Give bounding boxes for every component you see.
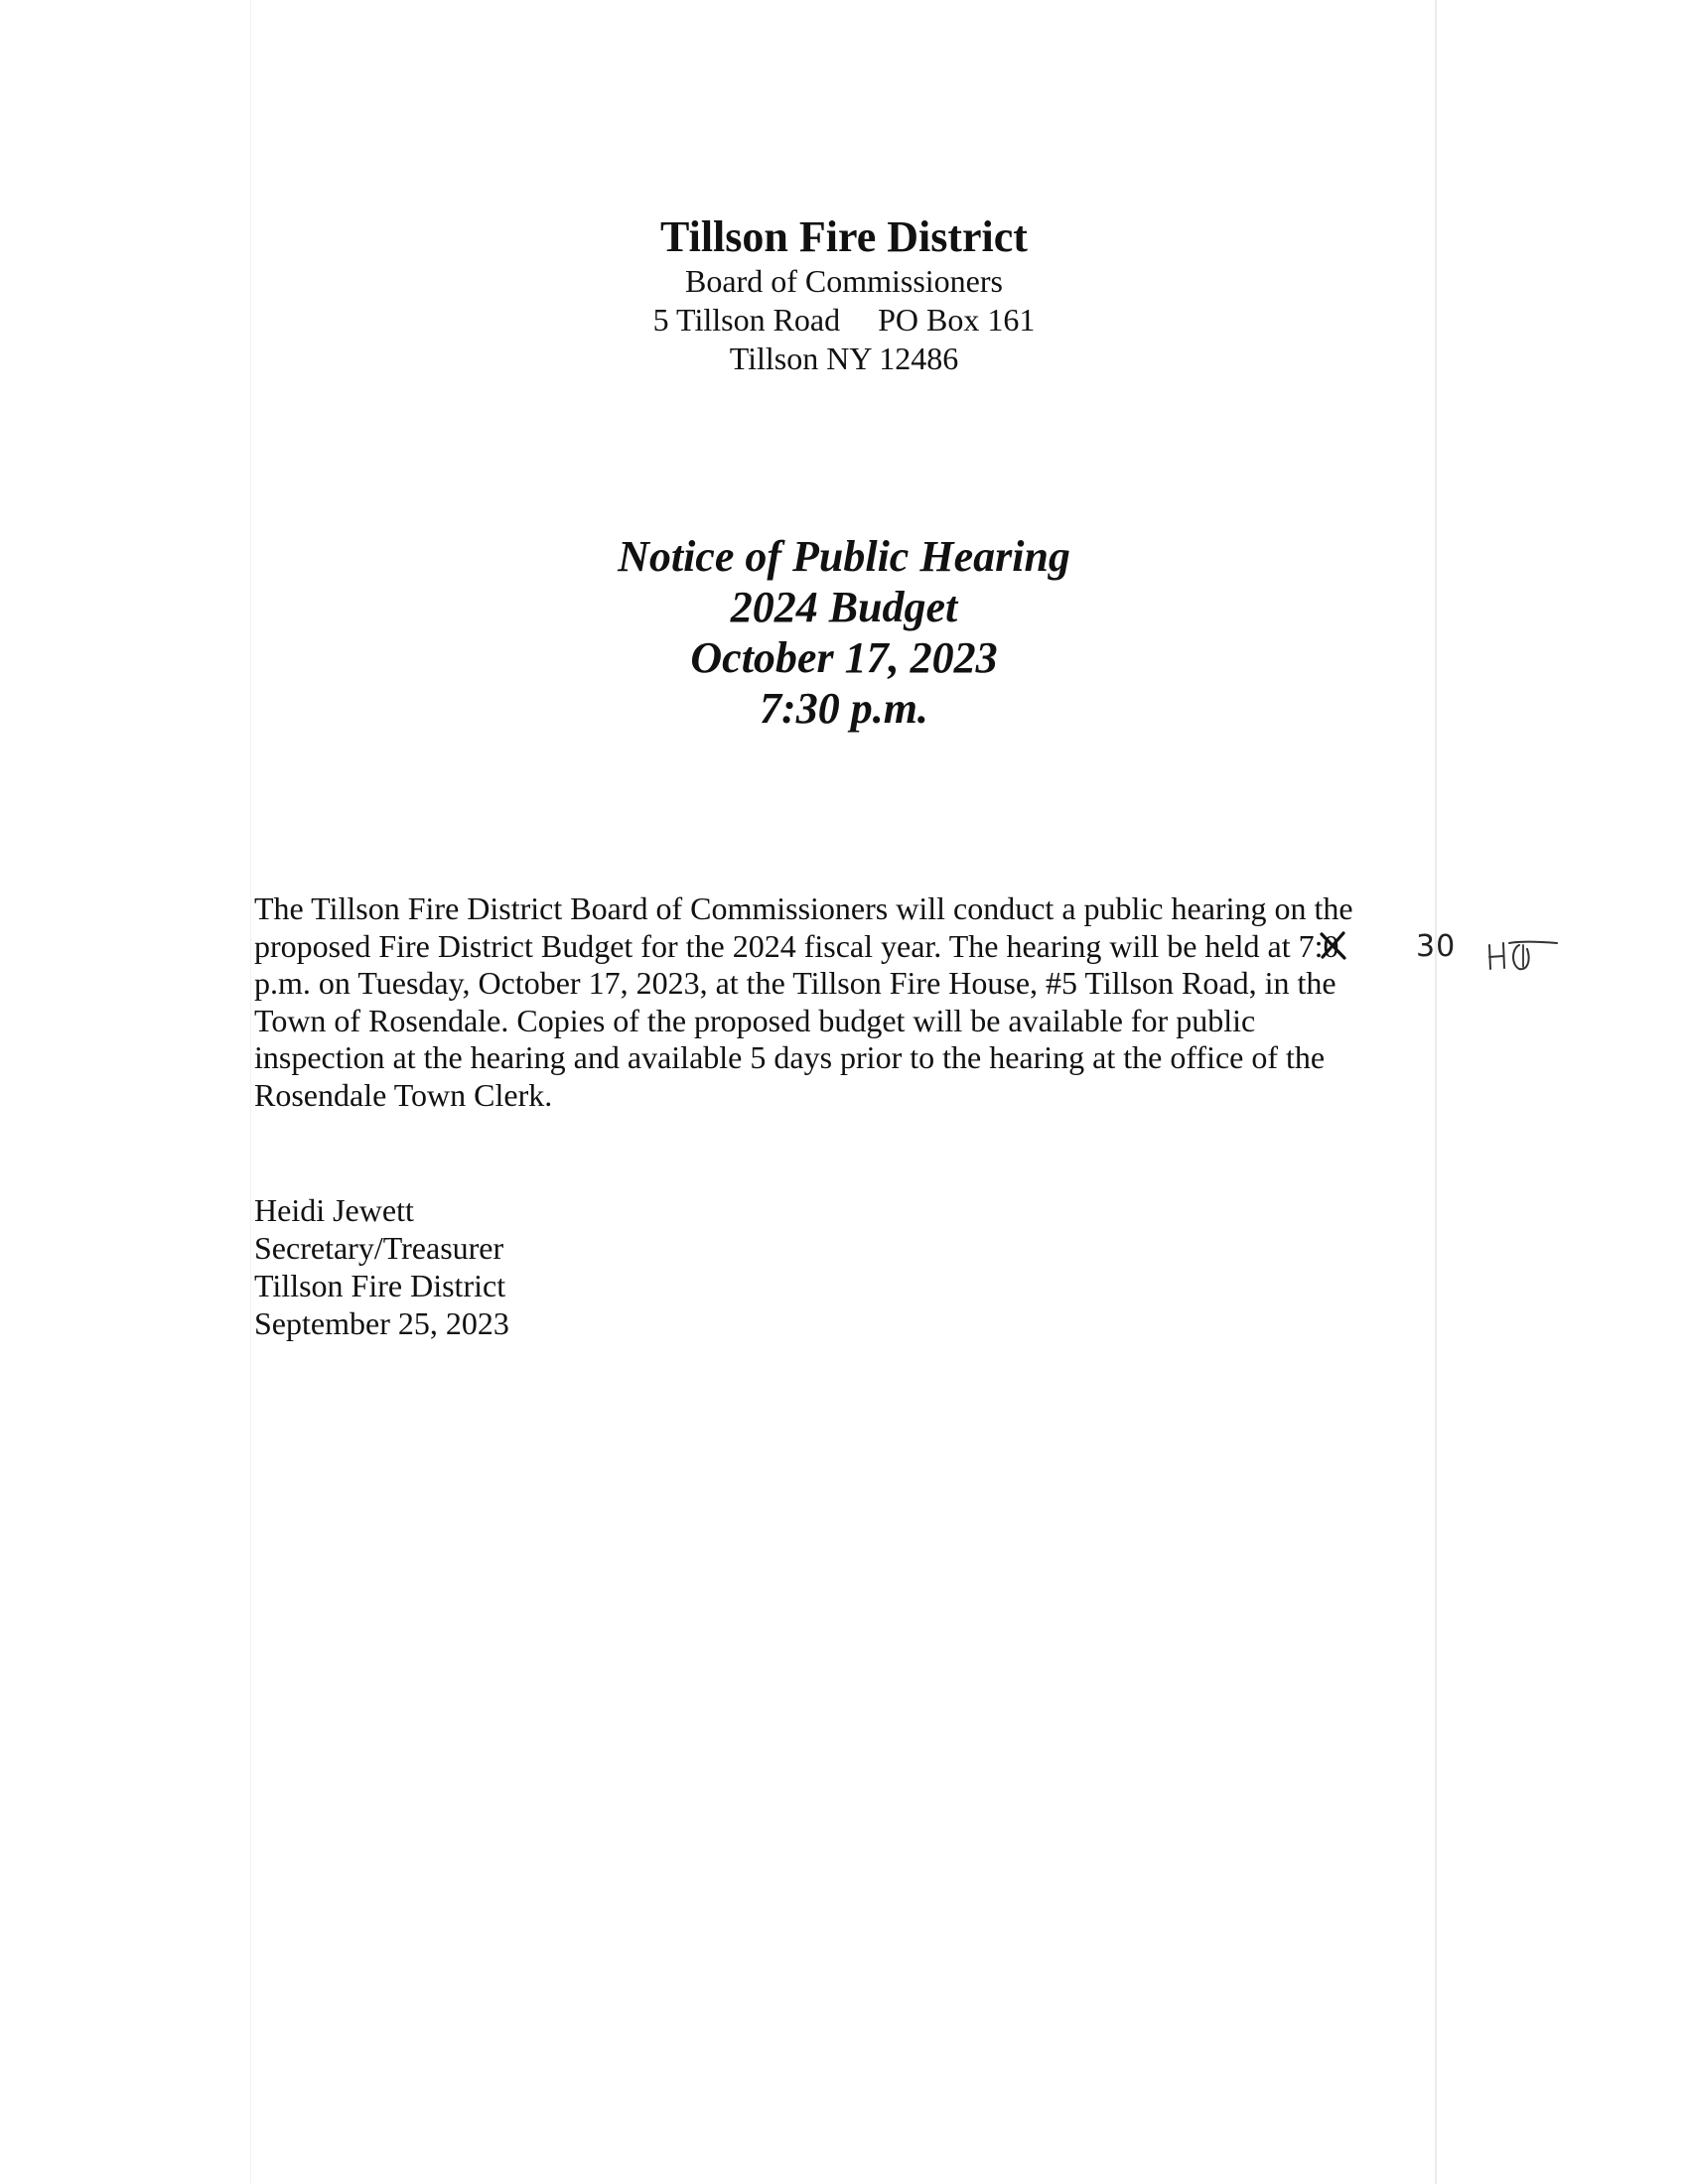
handwritten-minutes: 30 bbox=[1416, 929, 1457, 964]
body-line-2-text: proposed Fire District Budget for the 2024 fiscal year. The hearing will be held at 7: bbox=[254, 927, 1324, 964]
handwritten-initials-icon bbox=[1485, 935, 1561, 975]
strike-mark-icon bbox=[1319, 927, 1348, 964]
notice-body bbox=[254, 890, 1446, 1115]
notice-subject: 2024 Budget bbox=[730, 583, 958, 631]
scan-edge-left bbox=[250, 0, 251, 2184]
street: 5 Tillson Road bbox=[652, 302, 841, 338]
body-line-1: The Tillson Fire District Board of Commissioners will conduct a public hearing on the bbox=[254, 890, 1353, 926]
struck-digit-text: 0 bbox=[1323, 927, 1339, 964]
notice-heading bbox=[348, 531, 1340, 734]
street-address bbox=[348, 301, 1340, 340]
letterhead bbox=[348, 212, 1340, 378]
signature-block bbox=[254, 1191, 509, 1342]
notice-time: 7:30 p.m. bbox=[760, 684, 928, 733]
city-state-zip: Tillson NY 12486 bbox=[729, 341, 959, 376]
body-line-4: Town of Rosendale. Copies of the proposed budget will be available for public bbox=[254, 1002, 1256, 1038]
body-line-2 bbox=[254, 928, 1446, 966]
body-line-5: inspection at the hearing and available 5 days prior to the hearing at the office of the bbox=[254, 1039, 1326, 1076]
organization-name: Tillson Fire District bbox=[660, 212, 1028, 261]
signature-date: September 25, 2023 bbox=[254, 1305, 509, 1341]
board-name: Board of Commissioners bbox=[685, 263, 1003, 299]
struck-out-digit bbox=[1323, 928, 1338, 966]
po-box: PO Box 161 bbox=[878, 302, 1036, 338]
notice-title: Notice of Public Hearing bbox=[618, 532, 1070, 581]
signer-name: Heidi Jewett bbox=[254, 1192, 414, 1228]
body-line-3: p.m. on Tuesday, October 17, 2023, at the Tillson Fire House, #5 Tillson Road, in the bbox=[254, 965, 1336, 1002]
signer-title: Secretary/Treasurer bbox=[254, 1230, 504, 1266]
notice-date: October 17, 2023 bbox=[690, 633, 998, 682]
signer-organization: Tillson Fire District bbox=[254, 1268, 506, 1303]
body-line-6: Rosendale Town Clerk. bbox=[254, 1076, 553, 1113]
